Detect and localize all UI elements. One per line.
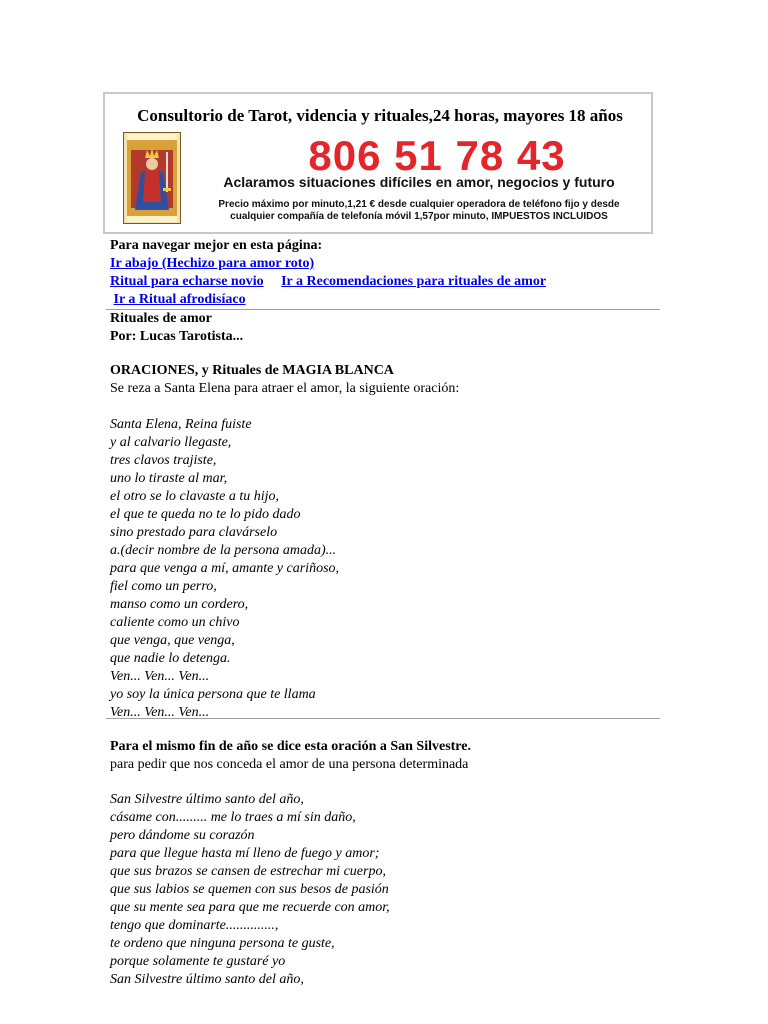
prayer-2-line: porque solamente te gustaré yo (110, 954, 286, 969)
link-ritual-afrodisiaco[interactable]: Ir a Ritual afrodisíaco (113, 292, 246, 307)
prayer-1-line: a.(decir nombre de la persona amada)... (110, 543, 337, 558)
prayer-2-line: para que llegue hasta mí lleno de fuego y amor; (110, 846, 380, 861)
prayer-1-line: y al calvario llegaste, (110, 435, 232, 450)
nav-heading: Para navegar mejor en esta página: (110, 238, 323, 253)
prayer-1-line: sino prestado para clavárselo (110, 525, 278, 540)
prayer-1-line: yo soy la única persona que te llama (110, 687, 316, 702)
prayer-1-line: que venga, que venga, (110, 633, 235, 648)
banner-subtitle: Aclaramos situaciones difíciles en amor, negocios y futuro (223, 174, 615, 190)
prayer-1-line: manso como un cordero, (110, 597, 249, 612)
prayer-2-line: tengo que dominarte.............., (110, 918, 279, 933)
article-title: Rituales de amor (110, 311, 212, 326)
prayer-1-line: uno lo tiraste al mar, (110, 471, 228, 486)
article-author: Por: Lucas Tarotista... (110, 329, 244, 344)
prayer-1-line: tres clavos trajiste, (110, 453, 217, 468)
fine-print-line-2: cualquier compañía de telefonía móvil 1,57por minuto, IMPUESTOS INCLUIDOS (230, 211, 608, 222)
link-ritual-echarse-novio[interactable]: Ritual para echarse novio (110, 274, 264, 289)
section-heading-oraciones: ORACIONES, y Rituales de MAGIA BLANCA (110, 363, 394, 378)
divider (106, 718, 660, 719)
prayer-2-line: te ordeno que ninguna persona te guste, (110, 936, 335, 951)
prayer-1-line: para que venga a mí, amante y cariñoso, (110, 561, 340, 576)
prayer-1-line: fiel como un perro, (110, 579, 217, 594)
banner-phone-number[interactable]: 806 51 78 43 (308, 132, 566, 179)
nav-links-row (110, 273, 546, 291)
prayer-1-line: Santa Elena, Reina fuiste (110, 417, 252, 432)
prayer-2-line: pero dándome su corazón (110, 828, 255, 843)
section-heading-san-silvestre: Para el mismo fin de año se dice esta oración a San Silvestre. (110, 739, 471, 754)
prayer-1-line: el otro se lo clavaste a tu hijo, (110, 489, 280, 504)
link-hechizo-amor-roto[interactable]: Ir abajo (Hechizo para amor roto) (110, 256, 315, 271)
prayer-2-line: cásame con......... me lo traes a mí sin daño, (110, 810, 356, 825)
link-recomendaciones-rituales[interactable]: Ir a Recomendaciones para rituales de amor (281, 274, 547, 289)
prayer-1-line: que nadie lo detenga. (110, 651, 231, 666)
prayer-2-line: San Silvestre último santo del año, (110, 792, 304, 807)
prayer-1-line: Ven... Ven... Ven... (110, 669, 210, 684)
tarot-ad-banner[interactable] (103, 92, 653, 234)
prayer-1-line: el que te queda no te lo pido dado (110, 507, 301, 522)
section2-intro: para pedir que nos conceda el amor de una persona determinada (110, 757, 469, 772)
prayer-2-line: que sus labios se quemen con sus besos de pasión (110, 882, 389, 897)
nav-link-row-2 (110, 291, 246, 309)
prayer-1-line: Ven... Ven... Ven... (110, 705, 210, 720)
tarot-card-icon (123, 132, 181, 224)
banner-title: Consultorio de Tarot, videncia y rituales,24 horas, mayores 18 años (137, 106, 623, 125)
section-intro: Se reza a Santa Elena para atraer el amor, la siguiente oración: (110, 381, 460, 396)
prayer-2-line: que sus brazos se cansen de estrechar mi cuerpo, (110, 864, 386, 879)
prayer-1-line: caliente como un chivo (110, 615, 240, 630)
banner-fine-print (189, 199, 649, 223)
prayer-2-line: San Silvestre último santo del año, (110, 972, 304, 987)
fine-print-line-1: Precio máximo por minuto,1,21 € desde cualquier operadora de teléfono fijo y desde (218, 199, 620, 210)
prayer-2-line: que su mente sea para que me recuerde con amor, (110, 900, 390, 915)
